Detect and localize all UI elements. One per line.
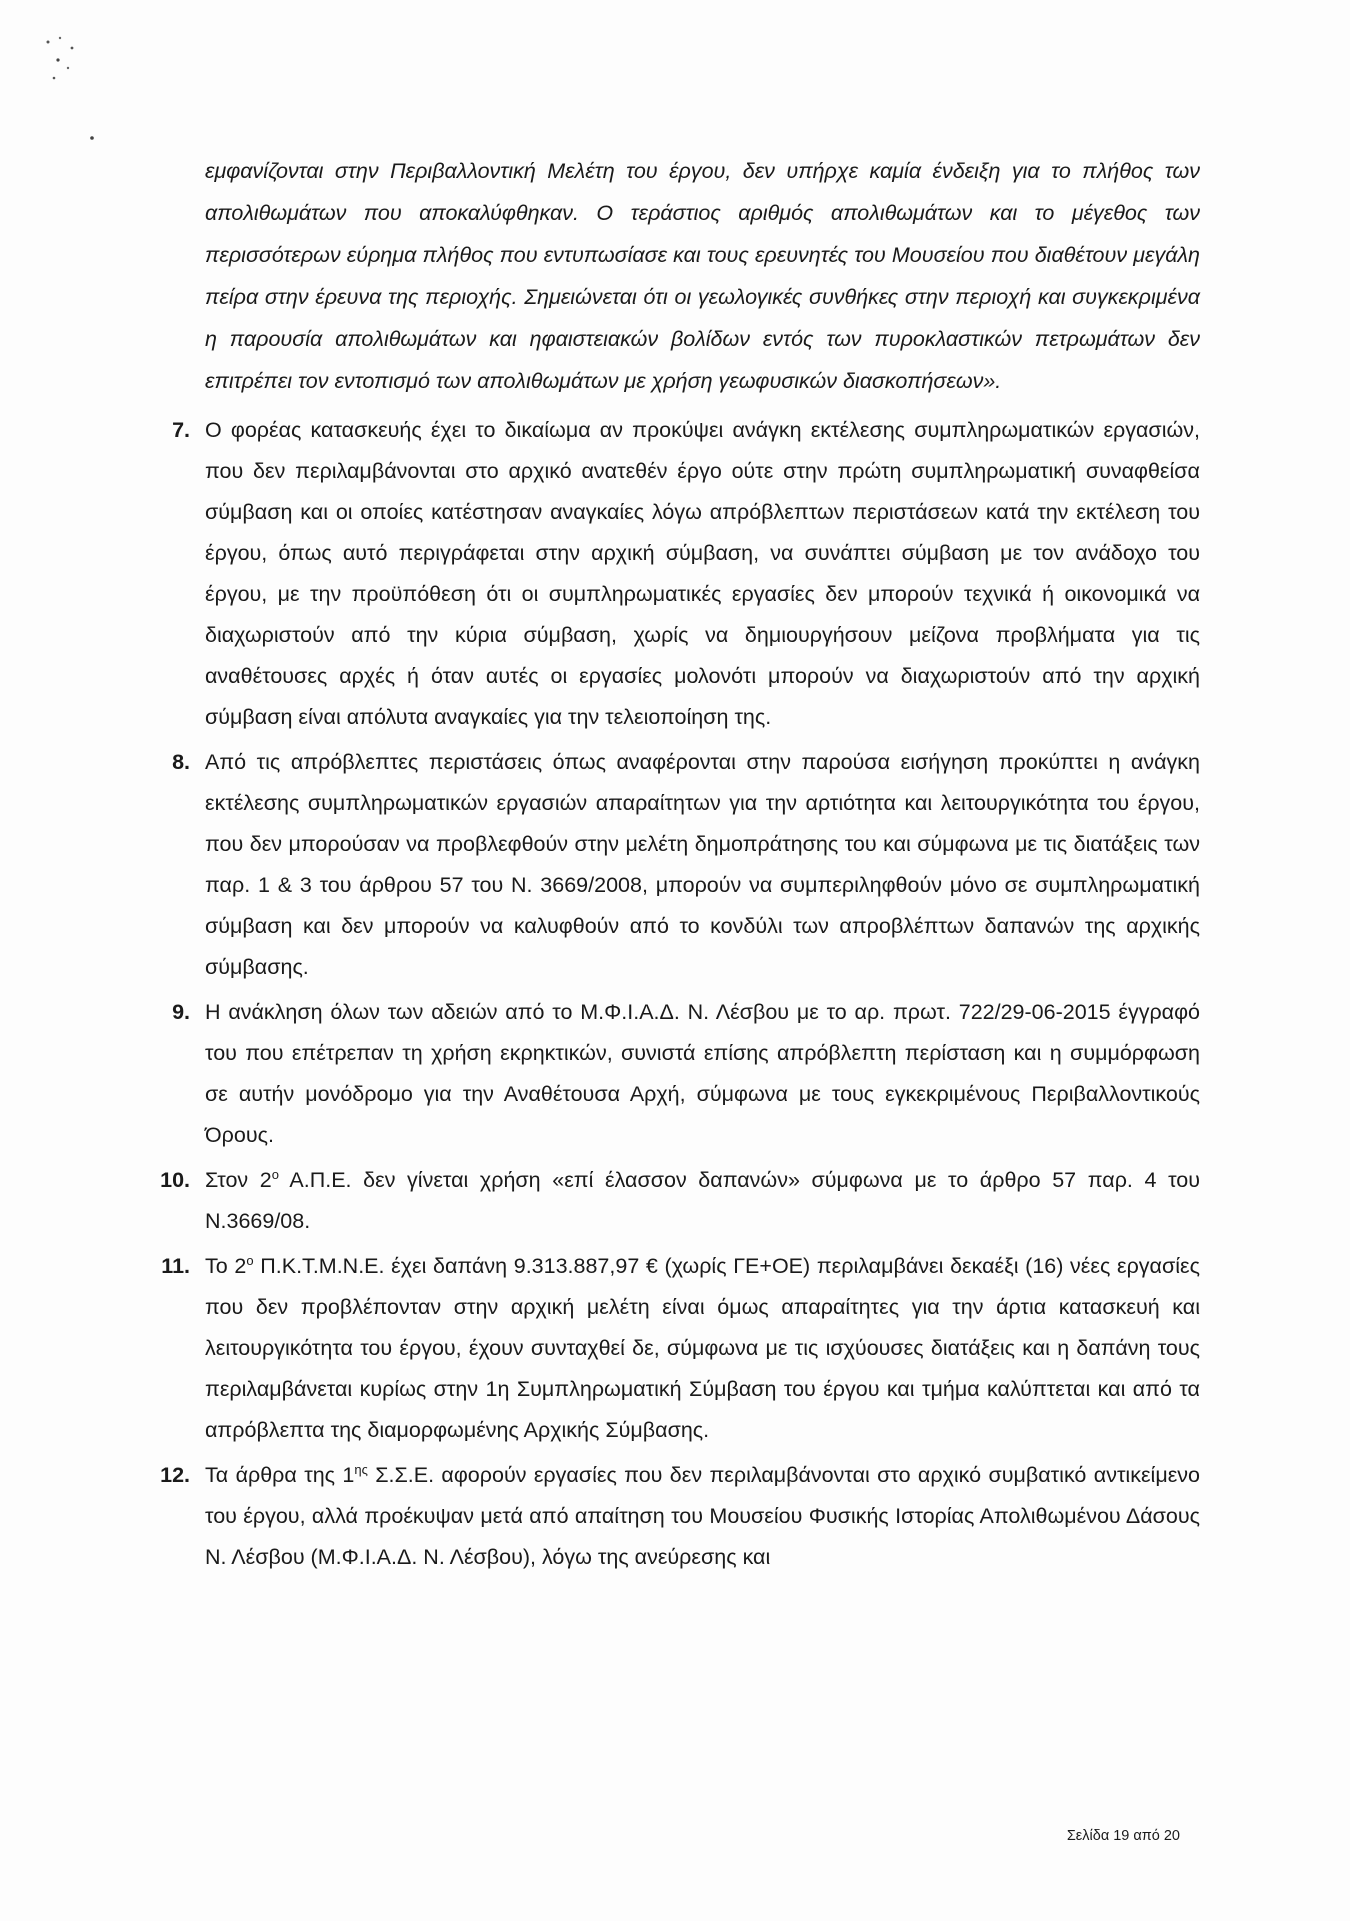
scan-specks xyxy=(40,30,120,150)
item-number: 9. xyxy=(172,1000,190,1024)
item-text-start: Το 2 xyxy=(205,1254,247,1278)
item-number: 10. xyxy=(160,1168,190,1192)
item-number: 12. xyxy=(160,1463,190,1487)
item-text: Ο φορέας κατασκευής έχει το δικαίωμα αν προκύψει ανάγκη εκτέλεσης συμπληρωματικών εργασιών, που δεν περιλαμβάνονται στο αρχικό ανατεθέν έργο ούτε στην πρώτη συμπληρωματική συναφθείσα σύμβαση και οι οποίες κατέστησαν αναγκαίες λόγω απρόβλεπτων περιστάσεων κατά την εκτέλεση του έργου, όπως αυτό περιγράφεται στην αρχική σύμβαση, να συνάπτει σύμβαση με τον ανάδοχο του έργου, με την προϋπόθεση ότι οι συμπληρωματικές εργασίες δεν μπορούν τεχνικά ή οικονομικά να διαχωριστούν από την κύρια σύμβαση, χωρίς να δημιουργήσουν μείζονα προβλήματα για τις αναθέτουσες αρχές ή όταν αυτές οι εργασίες μολονότι μπορούν να διαχωριστούν από την αρχική σύμβαση είναι απόλυτα αναγκαίες για την τελειοποίηση της. xyxy=(205,418,1200,729)
list-item-9 xyxy=(150,992,1200,1156)
item-text-start: Στον 2 xyxy=(205,1168,272,1192)
item-text-rest: Α.Π.Ε. δεν γίνεται χρήση «επί έλασσον δαπανών» σύμφωνα με το άρθρο 57 παρ. 4 του Ν.3669/08. xyxy=(205,1168,1200,1233)
item-text: Από τις απρόβλεπτες περιστάσεις όπως αναφέρονται στην παρούσα εισήγηση προκύπτει η ανάγκη εκτέλεσης συμπληρωματικών εργασιών απαραίτητων για την αρτιότητα και λειτουργικότητα του έργου, που δεν μπορούσαν να προβλεφθούν στην μελέτη δημοπράτησης του και σύμφωνα με τις διατάξεις των παρ. 1 & 3 του άρθρου 57 του Ν. 3669/2008, μπορούν να συμπεριληφθούν μόνο σε συμπληρωματική σύμβαση και δεν μπορούν να καλυφθούν από το κονδύλι των απροβλέπτων δαπανών της αρχικής σύμβασης. xyxy=(205,750,1200,979)
intro-paragraph: εμφανίζονται στην Περιβαλλοντική Μελέτη του έργου, δεν υπήρχε καμία ένδειξη για το πλήθος των απολιθωμάτων που αποκαλύφθηκαν. Ο τεράστιος αριθμός απολιθωμάτων και το μέγεθος των περισσότερων εύρημα πλήθος που εντυπωσίασε και τους ερευνητές του Μουσείου που διαθέτουν μεγάλη πείρα στην έρευνα της περιοχής. Σημειώνεται ότι οι γεωλογικές συνθήκες στην περιοχή και συγκεκριμένα η παρουσία απολιθωμάτων και ηφαιστειακών βολίδων εντός των πυροκλαστικών πετρωμάτων δεν επιτρέπει τον εντοπισμό των απολιθωμάτων με χρήση γεωφυσικών διασκοπήσεων». xyxy=(205,159,1200,393)
item-superscript: ο xyxy=(246,1252,254,1268)
item-text-rest: Π.Κ.Τ.Μ.Ν.Ε. έχει δαπάνη 9.313.887,97 € (χωρίς ΓΕ+ΟΕ) περιλαμβάνει δεκαέξι (16) νέες εργασίες που δεν προβλέπονταν στην αρχική μελέτη είναι όμως απαραίτητες για την άρτια κατασκευή και λειτουργικότητα του έργου, έχουν συνταχθεί δε, σύμφωνα με τις ισχύουσες διατάξεις και η δαπάνη τους περιλαμβάνεται κυρίως στην 1η Συμπληρωματική Σύμβαση του έργου και τμήμα καλύπτεται και από τα απρόβλεπτα της διαμορφωμένης Αρχικής Σύμβασης. xyxy=(205,1254,1200,1442)
item-number: 11. xyxy=(161,1254,190,1278)
item-text: Η ανάκληση όλων των αδειών από το Μ.Φ.Ι.Α.Δ. Ν. Λέσβου με το αρ. πρωτ. 722/29-06-2015 έγγραφό του που επέτρεπαν τη χρήση εκρηκτικών, συνιστά επίσης απρόβλεπτη περίσταση και η συμμόρφωση σε αυτήν μονόδρομο για την Αναθέτουσα Αρχή, σύμφωνα με τους εγκεκριμένους Περιβαλλοντικούς Όρους. xyxy=(205,1000,1200,1147)
item-number: 8. xyxy=(172,750,190,774)
item-text-rest: Σ.Σ.Ε. αφορούν εργασίες που δεν περιλαμβάνονται στο αρχικό συμβατικό αντικείμενο του έργου, αλλά προέκυψαν μετά από απαίτηση του Μουσείου Φυσικής Ιστορίας Απολιθωμένου Δάσους Ν. Λέσβου (Μ.Φ.Ι.Α.Δ. Ν. Λέσβου), λόγω της ανεύρεσης και xyxy=(205,1463,1200,1569)
item-superscript: ο xyxy=(271,1166,279,1182)
numbered-list xyxy=(150,410,1200,1578)
item-superscript: ης xyxy=(354,1461,368,1477)
list-item-12 xyxy=(150,1455,1200,1578)
list-item-8 xyxy=(150,742,1200,988)
list-item-11 xyxy=(150,1246,1200,1451)
page-number-footer: Σελίδα 19 από 20 xyxy=(1066,1828,1180,1844)
item-number: 7. xyxy=(172,418,190,442)
list-item-10 xyxy=(150,1160,1200,1242)
list-item-7 xyxy=(150,410,1200,738)
item-text-start: Τα άρθρα της 1 xyxy=(205,1463,355,1487)
document-body xyxy=(150,150,1200,1582)
